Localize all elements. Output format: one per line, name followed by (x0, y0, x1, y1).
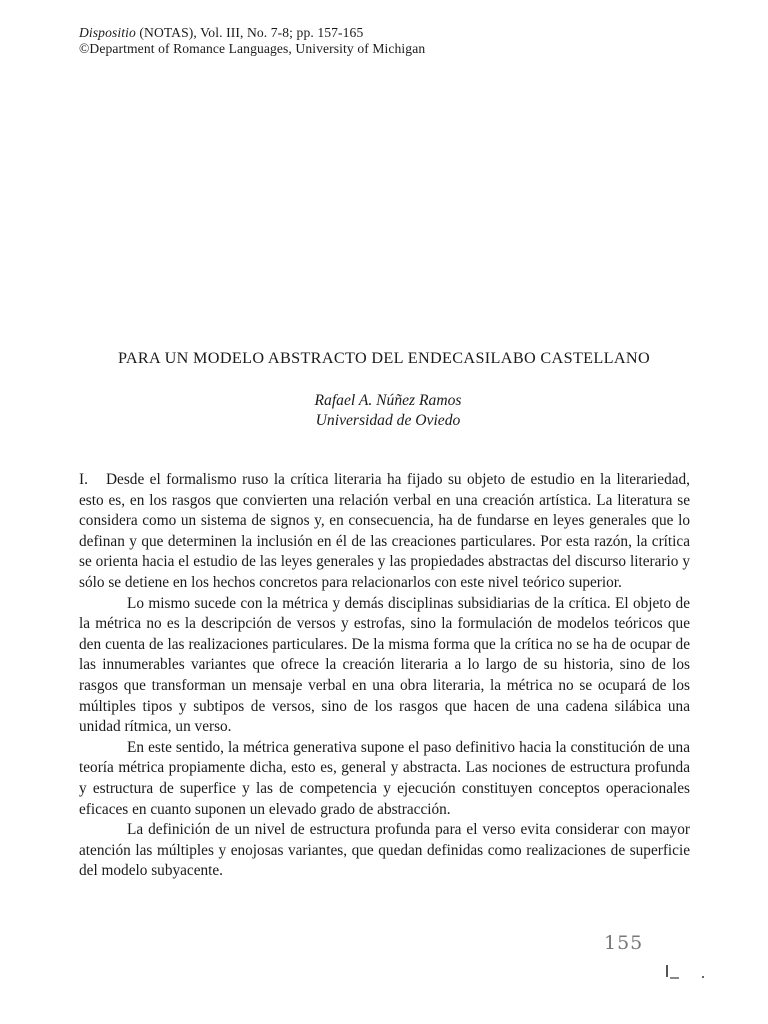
author-affiliation: Universidad de Oviedo (315, 412, 461, 429)
paragraph-2: Lo mismo sucede con la métrica y demás disciplinas subsidiarias de la crítica. El objeto de la métrica no es la descripción de versos y estrofas, sino la formulación de modelos teóricos que den cuenta de las realizaciones particulares. De la misma forma que la crítica no se ha de ocupar de las innumerables variantes que ofrece la creación literaria a lo largo de su historia, sino de los rasgos que transforman un mensaje verbal en una obra literaria, la métrica no se ocupará de los múltiples tipos y subtipos de versos, sino de los rasgos que hacen de una cadena silábica una unidad rítmica, un verso. (79, 594, 690, 736)
scan-mark (670, 977, 679, 979)
article-body (79, 470, 690, 882)
scan-mark (666, 965, 668, 977)
copyright-line: ©Department of Romance Languages, University of Michigan (79, 41, 426, 56)
paragraph-1 (79, 470, 690, 594)
paragraph-4: La definición de un nivel de estructura profunda para el verso evita considerar con mayor atención las múltiples y enojosas variantes, que quedan definidas como realizaciones de superficie del modelo subyacente. (79, 821, 690, 880)
page-number: 155 (604, 932, 644, 954)
journal-name: Dispositio (79, 25, 136, 40)
issue-info: (NOTAS), Vol. III, No. 7-8; pp. 157-165 (135, 25, 364, 40)
byline (0, 391, 768, 431)
section-number: I. (79, 471, 88, 488)
paragraph-text: Desde el formalismo ruso la crítica literaria ha fijado su objeto de estudio en la literariedad, esto es, en los rasgos que convierten una relación verbal en una creación artística. La literatura se considera como un sistema de signos y, en consecuencia, ha de fundarse en leyes generales que lo definan y que determinen la inclusión en él de las creaciones particulares. Por esta razón, la crítica se orienta hacia el estudio de las leyes generales y las propiedades abstractas del discurso literario y sólo se detiene en los hechos concretos para relacionarlos con este nivel teórico superior. (79, 471, 690, 591)
journal-header (79, 25, 425, 57)
author-name: Rafael A. Núñez Ramos (314, 392, 462, 409)
citation-line (79, 25, 425, 41)
scan-mark (702, 976, 704, 978)
article-title: PARA UN MODELO ABSTRACTO DEL ENDECASILABO CASTELLANO (117, 349, 651, 367)
paragraph-3: En este sentido, la métrica generativa supone el paso definitivo hacia la constitución de una teoría métrica propiamente dicha, esto es, general y abstracta. Las nociones de estructura profunda y estructura de superfice y las de competencia y ejecución constituyen conceptos operacionales eficaces en cuanto suponen un elevado grado de abstracción. (79, 738, 690, 818)
